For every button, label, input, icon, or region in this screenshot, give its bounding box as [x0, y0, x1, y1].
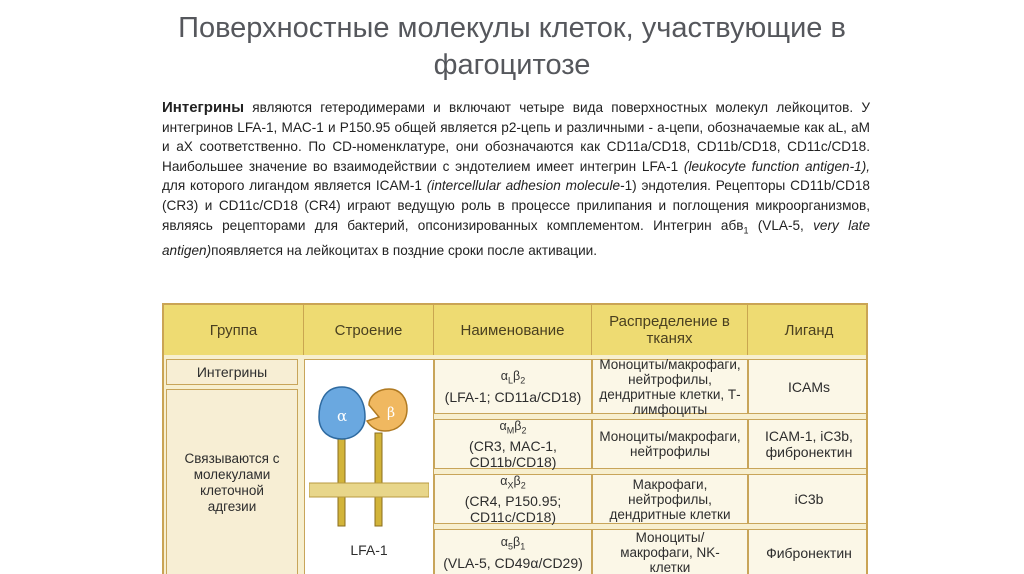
intro-lead: Интегрины: [162, 99, 245, 116]
row-3-name: (CR4, P150.95; CD11c/CD18): [464, 493, 562, 526]
intro-text-1: являются гетеродимерами и включают четыре вида поверхностных молекул лейкоцитов. У интегринов LFA-1, MAC-1 и P150.95 общей является р2-цепь и различными - а-цепи, обозначаемые как aL, аМ и аХ соответственно. По CD-номенклатуре, они обозначаются как CD11a/CD18, CD11b/CD18, CD11c/CD18. Наибольшее значение во взаимодействии с эндотелием имеет интегрин LFA-1: [162, 100, 870, 174]
row-4-symbol: $\alpha_5\beta_1$: [500, 535, 526, 552]
row-1-name: (LFA-1; CD11a/CD18): [444, 388, 582, 405]
intro-italic-2: (intercellular adhesion molecule-: [426, 178, 625, 194]
header-ligand: Лиганд: [748, 305, 868, 355]
intro-text-4: (VLA-5,: [748, 217, 814, 233]
slide-title: Поверхностные молекулы клеток, участвующие в фагоцитозе: [178, 12, 846, 81]
intro-subscript: 1: [743, 225, 749, 236]
row-3-name-cell: [434, 474, 592, 524]
row-4-name-cell: [434, 529, 592, 574]
header-group: Группа: [164, 305, 304, 355]
alpha-chain-stem: [338, 431, 345, 526]
cell-membrane: [309, 483, 429, 497]
row-3-symbol: $\alpha_X\beta_2$: [500, 473, 526, 491]
row-2-distribution: Моноциты/макрофаги, нейтрофилы: [592, 419, 748, 469]
intro-text-5: появляется на лейкоцитах в поздние сроки после активации.: [211, 242, 598, 258]
row-2-ligand: ICAM-1, iC3b, фибронектин: [748, 419, 868, 469]
structure-label: LFA-1: [350, 542, 388, 558]
alpha-label: α: [337, 407, 348, 425]
beta-chain-stem: [375, 433, 382, 526]
row-2-name: (CR3, MAC-1, CD11b/CD18): [469, 438, 557, 471]
row-1-symbol: $\alpha_L\beta_2$: [500, 369, 526, 386]
row-4-distribution: Моноциты/макрофаги, NK-клетки: [592, 529, 748, 574]
beta-label: β: [387, 405, 396, 421]
group-title-cell: Интегрины: [166, 359, 298, 385]
intro-italic-3: very late antigen): [162, 217, 871, 258]
row-2-name-cell: [434, 419, 592, 469]
header-structure: Строение: [304, 305, 434, 355]
header-name: Наименование: [434, 305, 592, 355]
intro-text-3: 1) эндотелия. Рецепторы CD11b/CD18 (CR3) и CD11c/CD18 (CR4) играют ведущую роль в процессе прилипания и поглощения микроорганизмов, являясь рецепторами для бактерий, опсонизированных комплементом. Интегрин абв: [162, 178, 870, 233]
intro-paragraph: [162, 98, 870, 260]
lfa1-structure-diagram: [309, 377, 429, 547]
row-4-name: (VLA-5, CD49α/CD29): [443, 554, 583, 571]
header-distribution: Распределение в тканях: [592, 305, 748, 355]
integrin-table: [162, 303, 868, 574]
intro-text-2: для которого лигандом является ICAM-1: [162, 178, 427, 194]
row-4-ligand: Фибронектин: [748, 529, 868, 574]
structure-cell: [304, 359, 434, 574]
row-3-distribution: Макрофаги, нейтрофилы, дендритные клетки: [592, 474, 748, 524]
intro-italic-1: (leukocyte function antigen-1),: [683, 158, 870, 174]
row-1-ligand: ICAMs: [748, 359, 868, 414]
row-3-ligand: iC3b: [748, 474, 868, 524]
group-desc-cell: Связываются с молекулами клеточной адгезии: [166, 389, 298, 574]
row-2-symbol: $\alpha_M\beta_2$: [499, 418, 527, 436]
row-1-distribution: Моноциты/макрофаги, нейтрофилы, дендритные клетки, Т-лимфоциты: [592, 359, 748, 414]
row-1-name-cell: [434, 359, 592, 414]
